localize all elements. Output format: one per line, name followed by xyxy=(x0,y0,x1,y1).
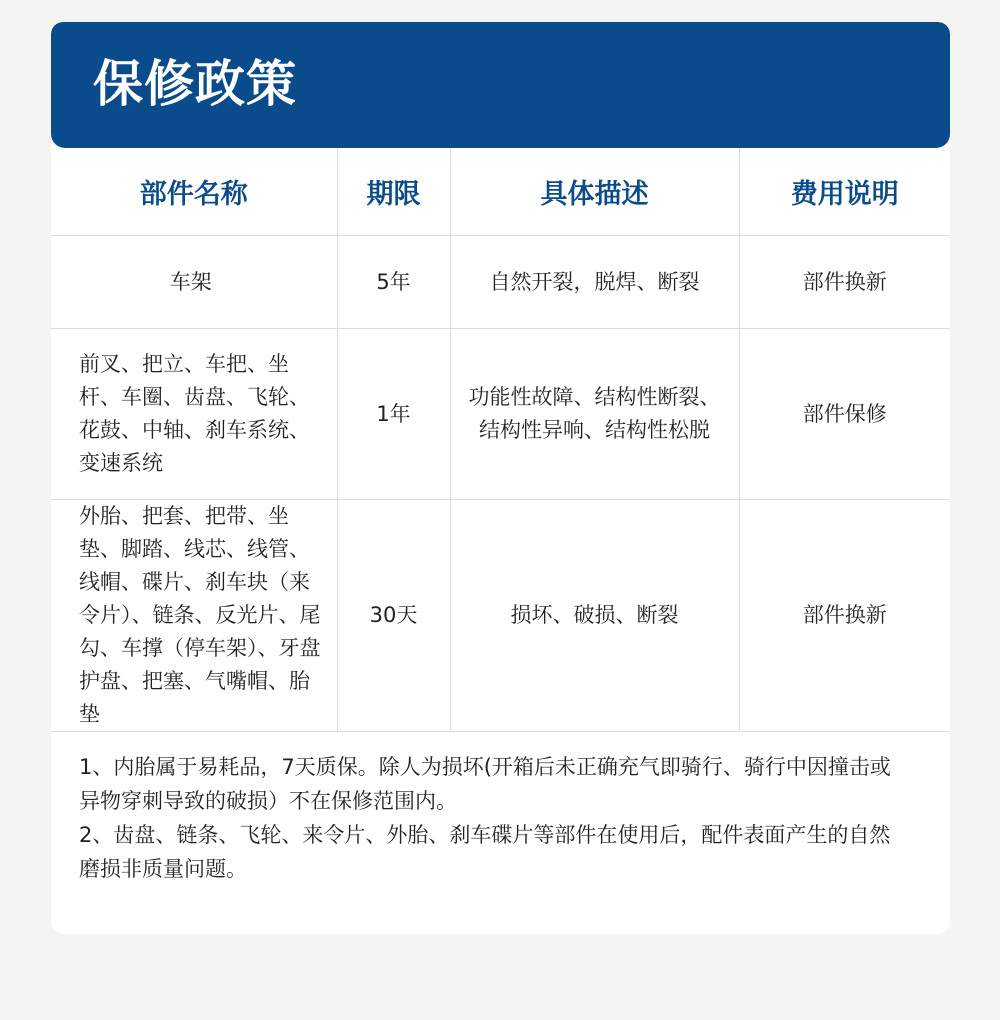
table-row xyxy=(51,329,950,500)
fee-cell: 部件换新 xyxy=(739,500,950,732)
table-header-row xyxy=(51,148,950,236)
title-banner xyxy=(51,22,950,148)
warranty-card xyxy=(51,22,950,934)
period-cell: 30天 xyxy=(337,500,450,732)
note-item: 2、齿盘、链条、飞轮、来令片、外胎、刹车碟片等部件在使用后，配件表面产生的自然磨损非质量问题。 xyxy=(79,823,891,881)
page-title: 保修政策 xyxy=(93,55,297,113)
warranty-table xyxy=(51,148,950,732)
description-cell: 功能性故障、结构性断裂、结构性异响、结构性松脱 xyxy=(450,329,739,500)
header-period: 期限 xyxy=(337,148,450,236)
header-description: 具体描述 xyxy=(450,148,739,236)
warranty-notes xyxy=(79,750,899,886)
table-row xyxy=(51,236,950,329)
period-cell: 5年 xyxy=(337,236,450,329)
header-fee: 费用说明 xyxy=(739,148,950,236)
description-cell: 损坏、破损、断裂 xyxy=(450,500,739,732)
period-cell: 1年 xyxy=(337,329,450,500)
table-row xyxy=(51,500,950,732)
header-part-name: 部件名称 xyxy=(51,148,337,236)
part-name-cell: 车架 xyxy=(51,236,337,329)
fee-cell: 部件换新 xyxy=(739,236,950,329)
part-name-cell: 前叉、把立、车把、坐杆、车圈、齿盘、飞轮、花鼓、中轴、刹车系统、变速系统 xyxy=(51,329,337,500)
note-item: 1、内胎属于易耗品，7天质保。除人为损坏(开箱后未正确充气即骑行、骑行中因撞击或异物穿刺导致的破损）不在保修范围内。 xyxy=(79,755,891,813)
description-cell: 自然开裂，脱焊、断裂 xyxy=(450,236,739,329)
part-name-cell: 外胎、把套、把带、坐垫、脚踏、线芯、线管、线帽、碟片、刹车块（来令片）、链条、反光片、尾勾、车撑（停车架）、牙盘护盘、把塞、气嘴帽、胎垫 xyxy=(51,500,337,732)
fee-cell: 部件保修 xyxy=(739,329,950,500)
